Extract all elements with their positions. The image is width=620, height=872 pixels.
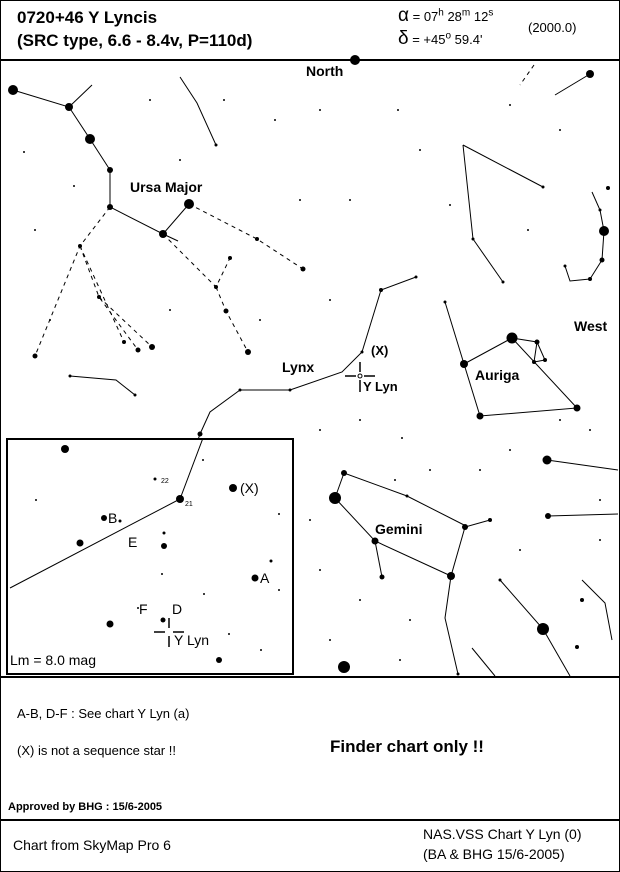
ursa-major-label: Ursa Major bbox=[130, 179, 203, 195]
epoch: (2000.0) bbox=[528, 20, 577, 35]
comp-b-label: B bbox=[108, 510, 118, 526]
ra-minutes: 28 bbox=[443, 9, 462, 24]
chart-divider bbox=[0, 676, 620, 678]
ra-m-unit: m bbox=[461, 7, 471, 19]
ra-seconds: 12 bbox=[470, 9, 489, 24]
finder-chart-note: Finder chart only !! bbox=[330, 737, 484, 756]
footer-divider bbox=[0, 819, 620, 821]
north-label: North bbox=[306, 63, 344, 79]
approval-note: Approved by BHG : 15/6-2005 bbox=[8, 801, 163, 813]
footer-chart-id: NAS.VSS Chart Y Lyn (0) bbox=[423, 826, 582, 842]
star-22-label: 22 bbox=[161, 478, 169, 485]
comp-d-label: D bbox=[172, 601, 183, 617]
x-star-label: (X) bbox=[371, 343, 389, 358]
auriga-label: Auriga bbox=[475, 367, 520, 383]
limiting-magnitude: Lm = 8.0 mag bbox=[10, 652, 96, 668]
west-label: West bbox=[574, 318, 608, 334]
designation-title: 0720+46 Y Lyncis bbox=[17, 8, 158, 27]
x-star-inset-label: (X) bbox=[240, 480, 259, 496]
note-comparison-stars: A-B, D-F : See chart Y Lyn (a) bbox=[17, 706, 190, 721]
comp-e-label: E bbox=[128, 534, 138, 550]
ra-hours: = 07 bbox=[412, 9, 439, 24]
comp-a-label: A bbox=[260, 570, 270, 586]
footer-software: Chart from SkyMap Pro 6 bbox=[13, 837, 171, 853]
dec-deg-unit: o bbox=[445, 30, 452, 42]
y-lyn-inset-label: Y Lyn bbox=[174, 632, 210, 648]
ra-s-unit: s bbox=[488, 7, 494, 19]
comp-f-label: F bbox=[139, 601, 148, 617]
y-lyn-label: Y Lyn bbox=[363, 379, 398, 394]
star-21-label: 21 bbox=[185, 501, 193, 508]
ra-h-unit: h bbox=[438, 7, 444, 19]
footer-authors: (BA & BHG 15/6-2005) bbox=[423, 846, 565, 862]
dec-degrees: = +45 bbox=[412, 32, 446, 47]
alpha-symbol: α bbox=[398, 5, 409, 26]
lynx-label: Lynx bbox=[282, 359, 315, 375]
inset-star-map bbox=[8, 440, 292, 673]
delta-symbol: δ bbox=[398, 28, 409, 49]
inset-chart bbox=[6, 438, 294, 675]
gemini-label: Gemini bbox=[375, 521, 423, 537]
note-x-star: (X) is not a sequence star !! bbox=[17, 743, 176, 758]
dec-minutes: 59.4' bbox=[451, 32, 483, 47]
variable-info: (SRC type, 6.6 - 8.4v, P=110d) bbox=[17, 31, 253, 50]
